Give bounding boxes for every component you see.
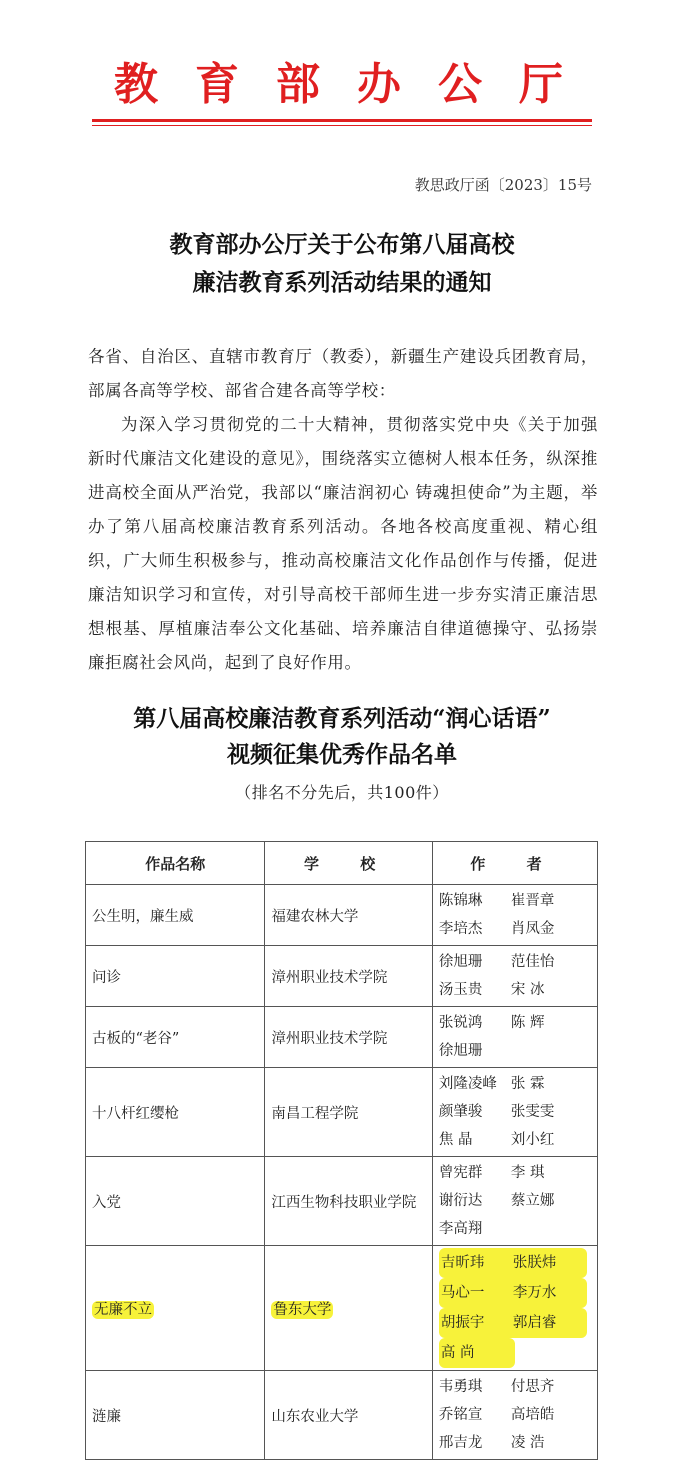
authors-cell [432, 946, 597, 1007]
author-name: 崔晋章 [510, 893, 555, 909]
author-name: 汤玉贵 [438, 982, 483, 998]
author-name: 谢衍达 [438, 1193, 483, 1209]
work-name: 公生明，廉生威 [92, 908, 194, 925]
header-authors-label: 作 者 [470, 854, 560, 873]
author-name: 李高翔 [438, 1221, 483, 1237]
authors-cell [432, 1007, 597, 1068]
work-name-cell [86, 1157, 265, 1246]
header-authors [432, 842, 597, 885]
author-line [439, 1215, 511, 1243]
school-cell [265, 946, 433, 1007]
table-row [86, 1068, 598, 1157]
author-line [439, 948, 583, 976]
authors-cell [432, 885, 597, 946]
author-name: 张锐鸿 [438, 1015, 483, 1031]
author-line [439, 1126, 583, 1154]
table-row [86, 1157, 598, 1246]
author-line [439, 1098, 583, 1126]
school-name: 漳州职业技术学院 [271, 1030, 388, 1047]
author-line [439, 1159, 583, 1187]
author-name: 郭启睿 [512, 1315, 557, 1331]
work-name: 涟廉 [92, 1408, 121, 1425]
work-name-cell [86, 1371, 265, 1460]
work-name: 入党 [92, 1194, 121, 1211]
author-name: 陈 辉 [510, 1015, 545, 1031]
author-name: 刘隆凌峰 [438, 1076, 497, 1092]
table-row [86, 1371, 598, 1460]
work-name-cell [86, 1246, 265, 1371]
school-cell [265, 1246, 433, 1371]
table-row [86, 946, 598, 1007]
body-paragraph: 为深入学习贯彻党的二十大精神，贯彻落实党中央《关于加强新时代廉洁文化建设的意见》，围绕落实立德树人根本任务，纵深推进高校全面从严治党，我部以“廉洁润初心 铸魂担使命”为主题，举办了第八届高校廉洁教育系列活动。各地各校高度重视、精心组织，广大师生积极参与，推动高校廉洁文化作品创作与传播，促进廉洁知识学习和宣传，对引导高校干部师生进一步夯实清正廉洁思想根基、厚植廉洁奉公文化基础、培养廉洁自律道德操守、弘扬崇廉拒腐社会风尚，起到了良好作用。 [88, 415, 598, 672]
author-name: 乔铭宣 [438, 1407, 483, 1423]
author-name: 范佳怡 [510, 954, 555, 970]
authors-cell [432, 1371, 597, 1460]
school-cell [265, 885, 433, 946]
school-name: 福建农林大学 [271, 908, 359, 925]
work-name: 十八杆红缨枪 [92, 1105, 179, 1122]
author-name: 付思齐 [510, 1379, 555, 1395]
author-line [439, 1070, 583, 1098]
author-name: 李万水 [512, 1285, 557, 1301]
author-name: 邢吉龙 [438, 1435, 483, 1451]
award-list-page [0, 682, 684, 1451]
author-name: 蔡立娜 [510, 1193, 555, 1209]
school-name: 鲁东大学 [273, 1301, 332, 1318]
author-name: 吉昕玮 [440, 1255, 485, 1271]
list-subtitle: （排名不分先后，共100件） [235, 783, 449, 802]
author-line [439, 1401, 583, 1429]
header-school [265, 842, 433, 885]
masthead-rule-thin [92, 125, 592, 126]
author-line [439, 1373, 583, 1401]
school-name: 江西生物科技职业学院 [271, 1194, 417, 1211]
author-name: 李 琪 [510, 1165, 545, 1181]
author-name: 韦勇琪 [438, 1379, 483, 1395]
author-name: 张雯雯 [510, 1104, 555, 1120]
school-name: 漳州职业技术学院 [271, 969, 388, 986]
author-name: 颜肇骏 [438, 1104, 483, 1120]
table-row [86, 885, 598, 946]
school-cell [265, 1068, 433, 1157]
header-school-label: 学 校 [304, 854, 394, 873]
school-cell [265, 1371, 433, 1460]
table-row [86, 1007, 598, 1068]
author-name: 胡振宇 [440, 1315, 485, 1331]
notice-body [88, 340, 598, 680]
author-line [439, 1338, 515, 1368]
author-name: 凌 浩 [510, 1435, 545, 1451]
notice-title-line: 廉洁教育系列活动结果的通知 [192, 269, 492, 296]
masthead: 教育部办公厅 [114, 59, 600, 110]
author-line [439, 887, 583, 915]
work-name-cell [86, 1068, 265, 1157]
author-name: 肖凤金 [510, 921, 555, 937]
table-body [86, 885, 598, 1460]
author-line [439, 1308, 587, 1338]
list-title-line: 视频征集优秀作品名单 [227, 741, 457, 768]
salutation-paragraph: 各省、自治区、直辖市教育厅（教委），新疆生产建设兵团教育局，部属各高等学校、部省合建各高等学校： [88, 347, 598, 400]
author-line [439, 1009, 583, 1037]
work-name-cell [86, 885, 265, 946]
author-name: 张朕炜 [512, 1255, 557, 1271]
work-name: 无廉不立 [94, 1301, 152, 1318]
author-name: 徐旭珊 [438, 1043, 483, 1059]
author-line [439, 976, 583, 1004]
school-cell [265, 1157, 433, 1246]
school-name: 山东农业大学 [271, 1408, 359, 1425]
school-name: 南昌工程学院 [271, 1105, 359, 1122]
table-header-row [86, 842, 598, 885]
author-name: 马心一 [440, 1285, 485, 1301]
notice-title-line: 教育部办公厅关于公布第八届高校 [169, 231, 515, 258]
school-cell [265, 1007, 433, 1068]
author-name: 李培杰 [438, 921, 483, 937]
notice-page [0, 0, 684, 682]
work-name: 古板的“老谷” [92, 1030, 180, 1047]
masthead-rule-thick [92, 119, 592, 122]
authors-cell [432, 1246, 597, 1371]
author-line [439, 1187, 583, 1215]
work-name: 问诊 [92, 969, 121, 986]
work-name-cell [86, 946, 265, 1007]
work-name-cell [86, 1007, 265, 1068]
list-title-line: 第八届高校廉洁教育系列活动“润心话语” [133, 705, 551, 732]
author-line [439, 1248, 587, 1278]
list-title [0, 701, 684, 773]
authors-cell [432, 1157, 597, 1246]
author-name: 刘小红 [510, 1132, 555, 1148]
notice-title [0, 226, 684, 302]
author-name: 陈锦琳 [438, 893, 483, 909]
author-name: 徐旭珊 [438, 954, 483, 970]
author-name: 曾宪群 [438, 1165, 483, 1181]
author-line [439, 1037, 511, 1065]
author-line [439, 915, 583, 943]
author-line [439, 1429, 583, 1457]
author-name: 焦 晶 [438, 1132, 473, 1148]
works-table [85, 841, 598, 1460]
header-work-name: 作品名称 [86, 842, 265, 885]
authors-cell [432, 1068, 597, 1157]
author-name: 宋 冰 [510, 982, 545, 998]
author-name: 高培皓 [510, 1407, 555, 1423]
author-name: 高 尚 [440, 1345, 475, 1361]
document-number: 教思政厅函〔2023〕15号 [414, 176, 592, 194]
author-name: 张 霖 [510, 1076, 545, 1092]
table-row [86, 1246, 598, 1371]
author-line [439, 1278, 587, 1308]
